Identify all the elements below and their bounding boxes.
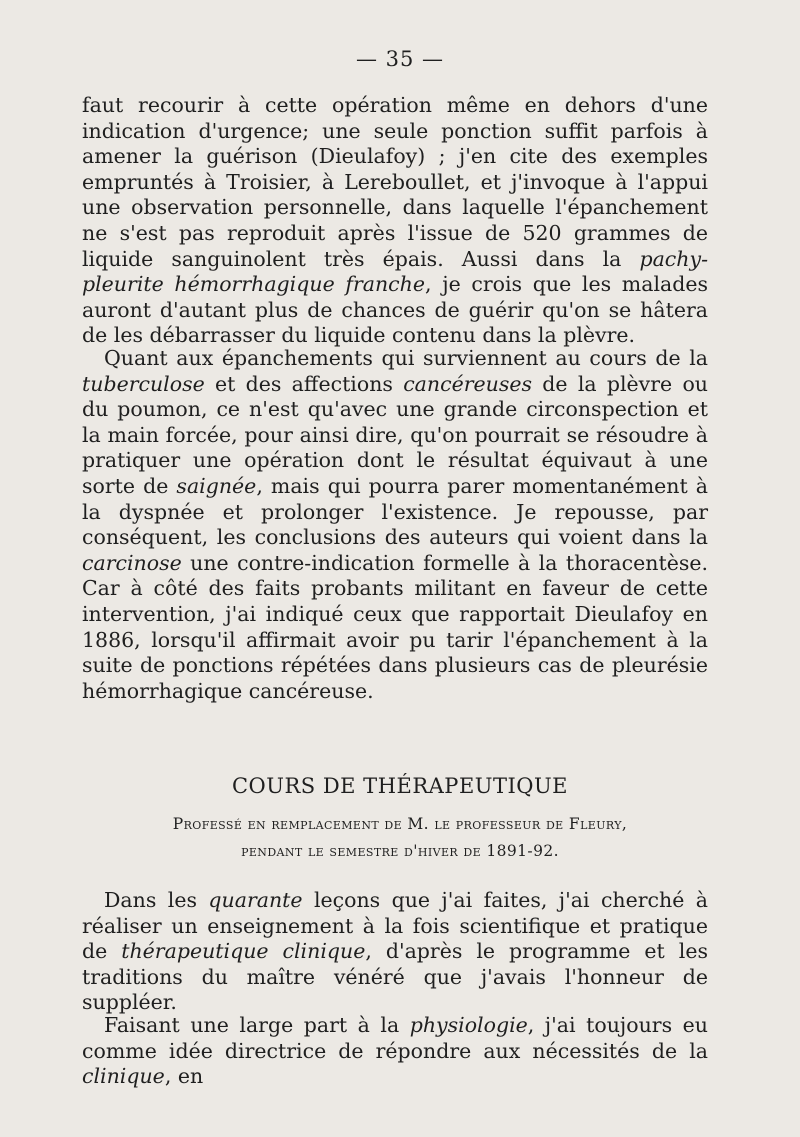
p4-seg-4: , en <box>164 1064 204 1089</box>
p1-seg-0: faut recourir à cette opération même en dehors d'une indication d'urgence; une seule ponction suffit parfois à amener la guérison (Dieulafoy) ; j'en cite des exemples empruntés à Troisier, à Lereboullet, et j'invoque à l'appui une observation personnelle, dans laquelle l'épanchement ne s'est pas reproduit après l'issue de 520 grammes de liquide sanguinolent très épais. Aussi dans la <box>82 93 708 271</box>
p3-seg-3: thérapeutique clinique <box>121 939 366 964</box>
p2-seg-4: de la plèvre ou du poumon, ce n'est qu'avec une grande circonspection et la main forcée, pour ainsi dire, qu'on pourrait se résoudre à pratiquer une opération dont le résultat équivaut à une sorte de <box>82 371 708 498</box>
p3-seg-0: Dans les <box>104 888 209 912</box>
p2-seg-8: une contre-indication formelle à la thoracentèse. Car à côté des faits probants militant en faveur de cette intervention, j'ai indiqué ceux que rapportait Dieulafoy en 1886, lorsqu'il affirmait avoir pu tarir l'épanchement à la suite de ponctions répétées dans plusieurs cas de pleurésie hémorrhagique cancéreuse. <box>82 550 708 703</box>
page-number: — 35 — <box>355 47 445 71</box>
p2-seg-2: et des affections <box>204 371 404 396</box>
p4-seg-0: Faisant une large part à la <box>104 1013 410 1037</box>
p2-seg-6: , mais qui pourra parer momentanément à la dyspnée et prolonger l'existence. Je repousse, par conséquent, les conclusions des auteurs qui voient dans la <box>82 473 708 550</box>
p3-seg-1: quarante <box>208 888 303 912</box>
p3-seg-4: , d'après le programme et les traditions du maître vénéré que j'avais l'honneur de suppléer. <box>82 939 708 1015</box>
p2-seg-1: tuberculose <box>82 371 205 396</box>
section-subtitle-line-1: Professé en remplacement de M. le professeur de Fleury, <box>172 815 628 833</box>
p4-seg-3: clinique <box>82 1064 165 1089</box>
p2-seg-3: cancéreuses <box>403 371 533 396</box>
p3-seg-2: leçons que j'ai faites, j'ai cherché à réaliser un enseignement à la fois scientifique et pratique de <box>82 888 708 964</box>
p1-seg-1: pachy-pleurite hémorrhagique franche <box>82 246 708 297</box>
section-title: COURS DE THÉRAPEUTIQUE <box>231 774 569 798</box>
paragraph-4 <box>82 1013 708 1090</box>
p2-seg-0: Quant aux épanchements qui surviennent au cours de la <box>104 346 708 370</box>
p2-seg-5: saignée <box>176 473 257 498</box>
p2-seg-7: carcinose <box>82 550 182 575</box>
paragraph-2 <box>82 346 708 704</box>
p1-seg-2: , je crois que les malades auront d'autant plus de chances de guérir qu'on se hâtera de les débarrasser du liquide contenu dans la plèvre. <box>82 272 708 348</box>
p4-seg-1: physiologie <box>409 1013 528 1037</box>
p4-seg-2: , j'ai toujours eu comme idée directrice de répondre aux nécessités de la <box>82 1013 708 1063</box>
paragraph-3 <box>82 888 708 1016</box>
paragraph-1 <box>82 93 708 349</box>
section-subtitle-line-2: pendant le semestre d'hiver de 1891-92. <box>241 842 559 860</box>
